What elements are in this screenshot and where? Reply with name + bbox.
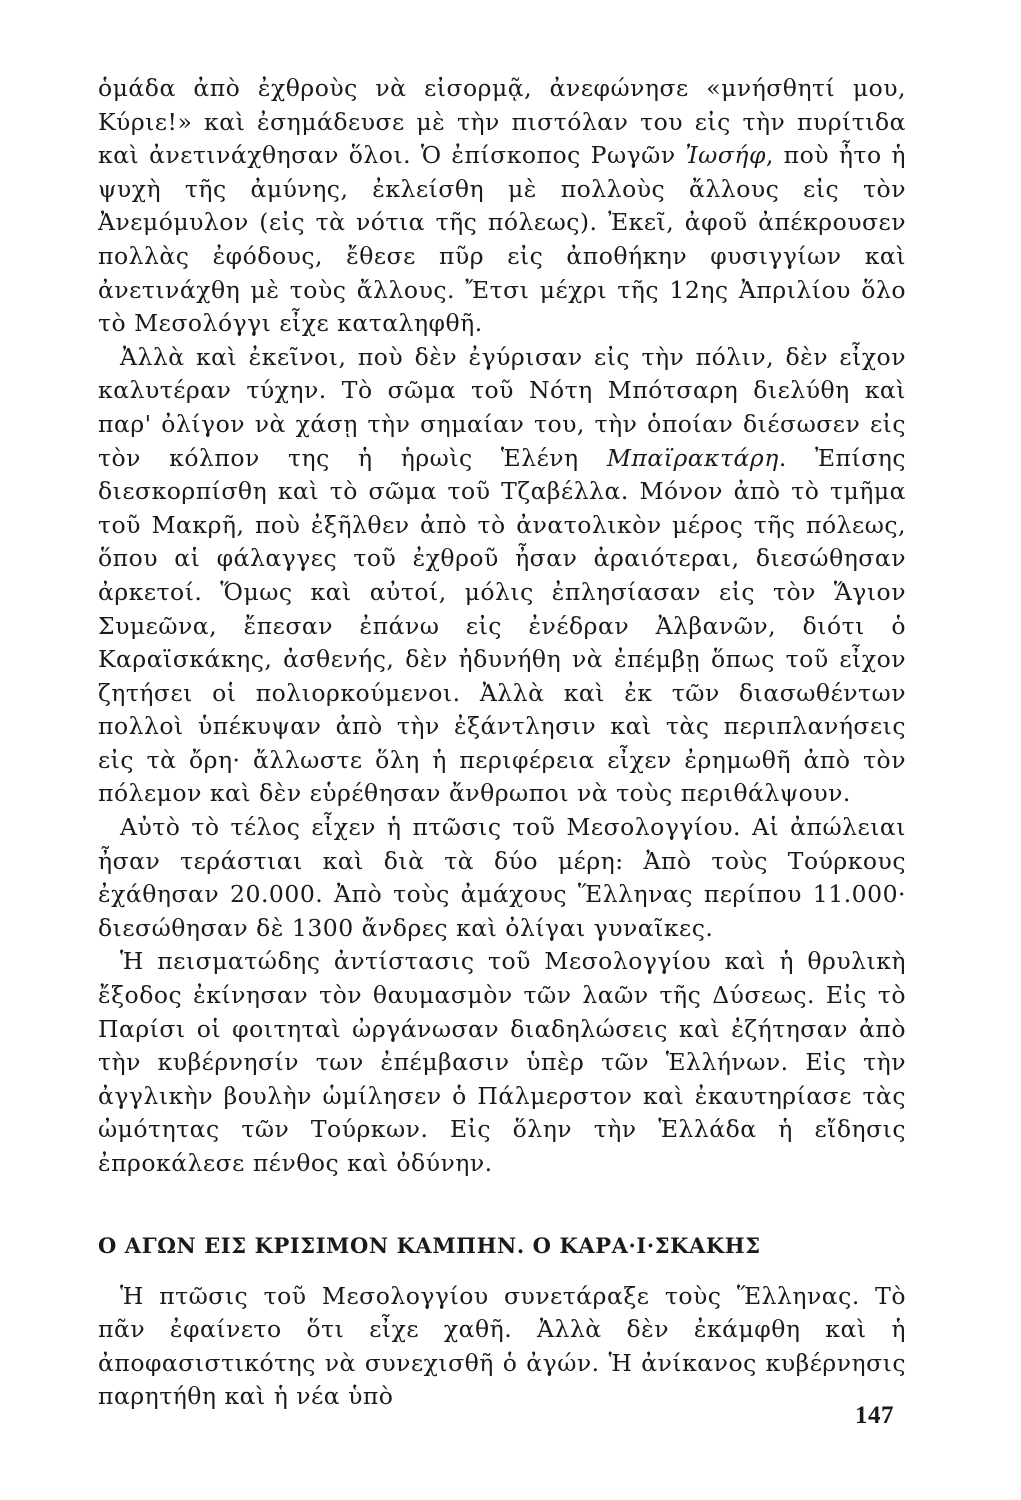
italic-name: Ἰωσήφ (685, 141, 766, 170)
section-heading: Ο ΑΓΩΝ ΕΙΣ ΚΡΙΣΙΜΟΝ ΚΑΜΠΗΝ. Ο ΚΑΡΑ·Ι·ΣΚΑΚΗΣ (98, 1232, 761, 1258)
paragraph-text: Ἀλλὰ καὶ ἐκεῖνοι, ποὺ δὲν ἐγύρισαν εἰς τὴν πόλιν, δὲν εἶχον καλυτέραν τύχην. Τὸ σῶμα τοῦ Νότη Μπότσαρη διελύθη καὶ παρ' ὀλίγον νὰ χάσῃ τὴν σημαίαν του, τὴν ὁποίαν διέσωσεν εἰς τὸν κόλπον της ἡ ἡρωὶς Ἑλένη (98, 342, 906, 472)
paragraph-text: . Ἐπίσης διεσκορπίσθη καὶ τὸ σῶμα τοῦ Τζαβέλλα. Μόνον ἀπὸ τὸ τμῆμα τοῦ Μακρῆ, ποὺ ἐξῆλθεν ἀπὸ τὸ ἀνατολικὸν μέρος τῆς πόλεως, ὅπου αἱ φάλαγγες τοῦ ἐχθροῦ ἦσαν ἀραιότεραι, διεσώθησαν ἀρκετοί. Ὅμως καὶ αὐτοί, μόλις ἐπλησίασαν εἰς τὸν Ἅγιον Συμεῶνα, ἔπεσαν ἐπάνω εἰς ἐνέδραν Ἀλβανῶν, διότι ὁ Καραϊσκάκης, ἀσθενής, δὲν ἠδυνήθη νὰ ἐπέμβῃ ὅπως τοῦ εἶχον ζητήσει οἱ πολιορκούμενοι. Ἀλλὰ καὶ ἐκ τῶν διασωθέντων πολλοὶ ὑπέκυψαν ἀπὸ τὴν ἐξάντλησιν καὶ τὰς περιπλανήσεις εἰς τὰ ὄρη· ἄλλωστε ὅλη ἡ περιφέρεια εἶχεν ἐρημωθῆ ἀπὸ τὸν πόλεμον καὶ δὲν εὑρέθησαν ἄνθρωποι νὰ τοὺς περιθάλψουν. (98, 443, 906, 808)
paragraph-reaction (98, 945, 906, 1180)
paragraph-losses (98, 811, 906, 945)
paragraph-explosion (98, 72, 906, 341)
paragraph-escapees (98, 341, 906, 811)
paragraph-text: , ποὺ ἦτο ἡ ψυχὴ τῆς ἀμύνης, ἐκλείσθη μὲ πολλοὺς ἄλλους εἰς τὸν Ἀνεμόμυλον (εἰς τὰ νότια τῆς πόλεως). Ἐκεῖ, ἀφοῦ ἀπέκρουσεν πολλὰς ἐφόδους, ἔθεσε πῦρ εἰς ἀποθήκην φυσιγγίων καὶ ἀνετινάχθη μὲ τοὺς ἄλλους. Ἔτσι μέχρι τῆς 12ης Ἀπριλίου ὅλο τὸ Μεσολόγγι εἶχε καταληφθῆ. (98, 141, 906, 338)
paragraph-text: ὁμάδα ἀπὸ ἐχθροὺς νὰ εἰσορμᾷ, ἀνεφώνησε «μνήσθητί μου, Κύριε!» καὶ ἐσημάδευσε μὲ τὴν πιστόλαν του εἰς τὴν πυρίτιδα καὶ ἀνετινάχθησαν ὅλοι. Ὁ ἐπίσκοπος Ρωγῶν (98, 74, 906, 170)
page-number: 147 (855, 1402, 894, 1429)
paragraph-section-start (98, 1280, 906, 1414)
paragraph-text: Ἡ πτῶσις τοῦ Μεσολογγίου συνετάραξε τοὺς Ἕλληνας. Τὸ πᾶν ἐφαίνετο ὅτι εἶχε χαθῆ. Ἀλλὰ δὲν ἐκάμφθη καὶ ἡ ἀποφασιστικότης νὰ συνεχισθῆ ὁ ἀγών. Ἡ ἀνίκανος κυβέρνησις παρητήθη καὶ ἡ νέα ὑπὸ (98, 1281, 906, 1411)
paragraph-text: Ἡ πεισματώδης ἀντίστασις τοῦ Μεσολογγίου καὶ ἡ θρυλικὴ ἔξοδος ἐκίνησαν τὸν θαυμασμὸν τῶν λαῶν τῆς Δύσεως. Εἰς τὸ Παρίσι οἱ φοιτηταὶ ὠργάνωσαν διαδηλώσεις καὶ ἐζήτησαν ἀπὸ τὴν κυβέρνησίν των ἐπέμβασιν ὑπὲρ τῶν Ἑλλήνων. Εἰς τὴν ἀγγλικὴν βουλὴν ὡμίλησεν ὁ Πάλμερστον καὶ ἐκαυτηρίασε τὰς ὠμότητας τῶν Τούρκων. Εἰς ὅλην τὴν Ἑλλάδα ἡ εἴδησις ἐπροκάλεσε πένθος καὶ ὀδύνην. (98, 947, 906, 1177)
italic-name: Μπαϊρακτάρη (606, 443, 779, 472)
book-page (98, 72, 906, 1414)
paragraph-text: Αὐτὸ τὸ τέλος εἶχεν ἡ πτῶσις τοῦ Μεσολογγίου. Αἱ ἀπώλειαι ἦσαν τεράστιαι καὶ διὰ τὰ δύο μέρη: Ἀπὸ τοὺς Τούρκους ἐχάθησαν 20.000. Ἀπὸ τοὺς ἀμάχους Ἕλληνας περίπου 11.000· διεσώθησαν δὲ 1300 ἄνδρες καὶ ὀλίγαι γυναῖκες. (98, 813, 906, 942)
